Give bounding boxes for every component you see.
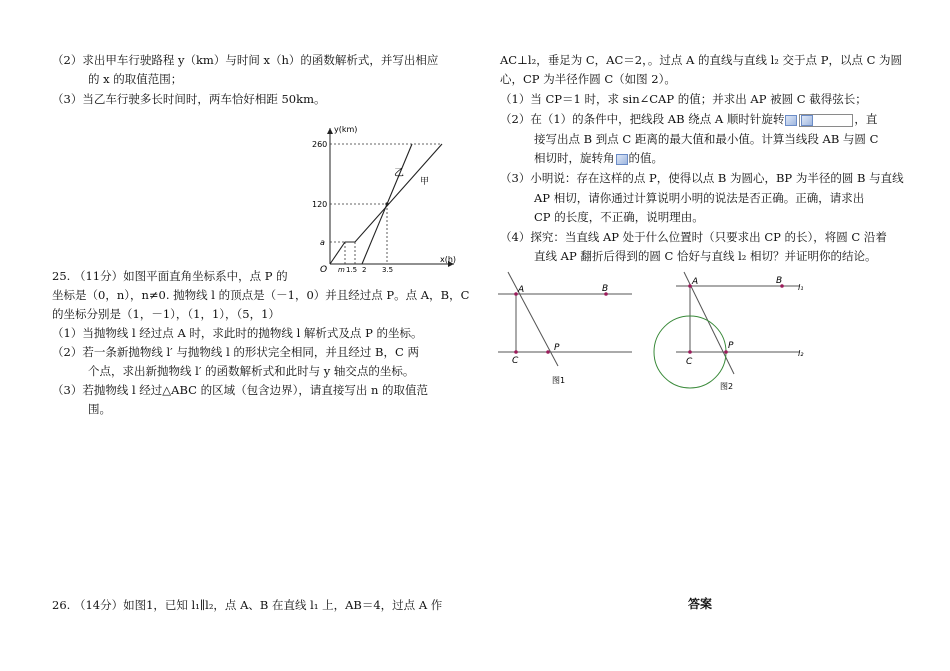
q25-part3-cont: 围。	[88, 402, 111, 416]
q26-part2-end: ，直	[854, 112, 878, 126]
q24-part2: （2）求出甲车行驶路程 y（km）与时间 x（h）的函数解析式，并写出相应	[52, 53, 439, 67]
label-yi: 乙	[394, 168, 404, 179]
fig1-label-p: P	[554, 343, 560, 353]
q25-line2: 坐标是（0，n），n≠0. 抛物线 l 的顶点是（－1，0）并且经过点 P。点 A，B，C	[52, 288, 470, 302]
figure-2	[648, 266, 813, 396]
fig1-label-b: B	[602, 284, 609, 294]
q25-part2-cont: 个点，求出新抛物线 l′ 的函数解析式和此时与 y 轴交点的坐标。	[88, 364, 415, 378]
q24-part3: （3）当乙车行驶多长时间时，两车恰好相距 50km。	[52, 92, 326, 106]
fig1-label-a: A	[518, 285, 525, 295]
q24-part2-cont: 的 x 的取值范围；	[88, 72, 183, 86]
q26-intro: 26. （14分）如图1，已知 l₁∥l₂，点 A、B 在直线 l₁ 上，AB＝4，过点 A 作	[52, 598, 443, 612]
q26-part1: （1）当 CP＝1 时，求 sin∠CAP 的值；并求出 AP 被圆 C 截得弦长；	[500, 92, 867, 106]
q26-part4: （4）探究：当直线 AP 处于什么位置时（只要求出 CP 的长），将圆 C 沿着	[500, 230, 887, 244]
q26-part3-cont: AP 相切，请你通过计算说明小明的说法是否正确。正确，请求出	[534, 191, 865, 205]
fig2-label-b: B	[776, 276, 783, 286]
q25-line3: 的坐标分别是（1，－1），（1，1），（5，1）	[52, 307, 280, 321]
fig1-caption: 图1	[552, 376, 566, 385]
x-axis-label: x(h)	[440, 255, 457, 264]
q26-part2-cont: 接写出点 B 到点 C 距离的最大值和最小值。计算当线段 AB 与圆 C	[534, 132, 879, 146]
image-placeholder-box	[799, 114, 853, 127]
answer-heading: 答案	[688, 597, 713, 611]
q26-part2	[500, 111, 877, 127]
image-icon	[785, 115, 797, 126]
travel-graph	[312, 122, 458, 272]
label-jia: 甲	[420, 177, 430, 187]
tick-120: 120	[312, 200, 328, 209]
tick-260: 260	[312, 140, 328, 149]
q25-part3: （3）若抛物线 l 经过△ABC 的区域（包含边界），请直接写出 n 的取值范	[52, 383, 429, 397]
fig2-label-c: C	[686, 357, 693, 367]
origin-label: O	[320, 265, 328, 272]
tick-3-5: 3.5	[382, 266, 394, 272]
q26-part3-cont2: CP 的长度，不正确，说明理由。	[534, 210, 704, 224]
q26-part4-cont: 直线 AP 翻折后得到的圆 C 恰好与直线 l₂ 相切？并证明你的结论。	[534, 249, 877, 263]
y-axis-label: y(km)	[334, 125, 358, 134]
fig2-label-l2: l₂	[798, 349, 804, 358]
fig2-label-p: P	[728, 341, 734, 351]
q26-part2-cont2	[534, 150, 663, 166]
fig2-caption: 图2	[720, 382, 734, 391]
image-icon	[616, 154, 628, 165]
tick-a: a	[320, 238, 325, 247]
q25-part1: （1）当抛物线 l 经过点 A 时，求此时的抛物线 l 解析式及点 P 的坐标。	[52, 326, 423, 340]
q25-intro: 25. （11分）如图平面直角坐标系中，点 P 的	[52, 269, 288, 283]
q26-cont-1: AC⊥l₂，垂足为 C，AC＝2，。过点 A 的直线与直线 l₂ 交于点 P，以点 C 为圆	[500, 53, 903, 67]
figure-1	[496, 266, 636, 391]
tick-m: m	[338, 266, 345, 272]
q26-part2-text: （2）在（1）的条件中，把线段 AB 绕点 A 顺时针旋转	[500, 112, 785, 126]
fig2-label-a: A	[692, 277, 699, 287]
tick-2: 2	[362, 266, 367, 272]
fig1-label-c: C	[512, 356, 519, 366]
q26-cont-2: 心，CP 为半径作圆 C（如图 2）。	[500, 72, 676, 86]
image-icon	[801, 115, 813, 126]
q26-part2-angle-text: 相切时，旋转角	[534, 151, 615, 165]
tick-1-5: 1.5	[346, 266, 358, 272]
q26-part2-angle-end: 的值。	[628, 151, 663, 165]
fig2-label-l1: l₁	[798, 283, 804, 292]
q26-part3: （3）小明说：存在这样的点 P，使得以点 B 为圆心，BP 为半径的圆 B 与直线	[500, 171, 904, 185]
q25-part2: （2）若一条新抛物线 l′ 与抛物线 l 的形状完全相同，并且经过 B，C 两	[52, 345, 419, 359]
